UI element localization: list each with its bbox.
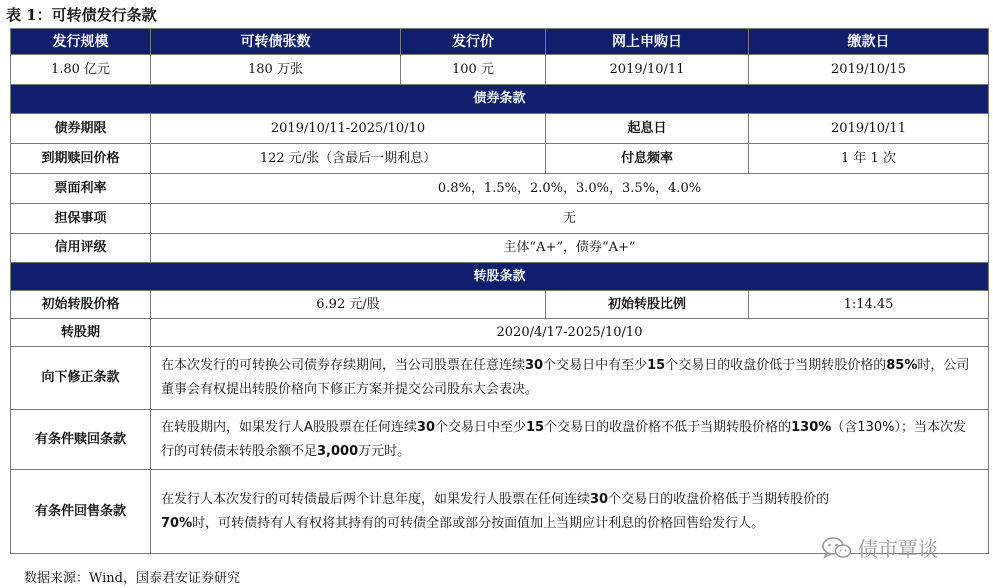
convert-period-value: 2020/4/17-2025/10/10 <box>151 319 989 347</box>
header-issue-price: 发行价 <box>401 29 546 55</box>
call-row <box>11 410 989 470</box>
header-row <box>11 29 989 55</box>
term-value: 2019/10/11-2025/10/10 <box>151 114 546 144</box>
header-issue-scale: 发行规模 <box>11 29 151 55</box>
convert-section-title: 转股条款 <box>11 263 989 291</box>
conditional-call-text: 在转股期内，如果发行人A股股票在任何连续30个交易日中至少15个交易日的收盘价格不低于当期转股价格的130%（含130%）；当本次发行的可转债未转股余额不足3,000万元时。 <box>151 410 989 470</box>
credit-rating-label: 信用评级 <box>11 234 151 263</box>
guarantee-label: 担保事项 <box>11 204 151 234</box>
payment-date-value: 2019/10/15 <box>749 55 989 85</box>
down-revision-row <box>11 347 989 410</box>
credit-rating-value: 主体“A+”，债券“A+” <box>151 234 989 263</box>
issue-row <box>11 55 989 85</box>
redeem-price-label: 到期赎回价格 <box>11 144 151 174</box>
header-payment-date: 缴款日 <box>749 29 989 55</box>
guarantee-value: 无 <box>151 204 989 234</box>
coupon-row <box>11 174 989 204</box>
redeem-price-value: 122 元/张（含最后一期利息） <box>151 144 546 174</box>
wechat-icon <box>822 536 852 560</box>
issue-price-value: 100 元 <box>401 55 546 85</box>
bond-section-title: 债券条款 <box>11 85 989 114</box>
bond-section-row <box>11 85 989 114</box>
init-convert-price-label: 初始转股价格 <box>11 291 151 319</box>
table-caption: 表 1：可转债发行条款 <box>6 6 157 24</box>
subscribe-date-value: 2019/10/11 <box>546 55 749 85</box>
bond-count-value: 180 万张 <box>151 55 401 85</box>
init-convert-ratio-label: 初始转股比例 <box>546 291 749 319</box>
term-row <box>11 114 989 144</box>
conditional-call-label: 有条件赎回条款 <box>11 410 151 470</box>
coupon-rate-label: 票面利率 <box>11 174 151 204</box>
start-date-label: 起息日 <box>546 114 749 144</box>
watermark-text: 债市覃谈 <box>858 537 938 561</box>
convert-period-row <box>11 319 989 347</box>
down-revision-label: 向下修正条款 <box>11 347 151 410</box>
redeem-row <box>11 144 989 174</box>
start-date-value: 2019/10/11 <box>749 114 989 144</box>
header-bond-count: 可转债张数 <box>151 29 401 55</box>
header-subscribe-date: 网上申购日 <box>546 29 749 55</box>
term-label: 债券期限 <box>11 114 151 144</box>
watermark <box>822 533 938 562</box>
rating-row <box>11 234 989 263</box>
coupon-rate-value: 0.8%，1.5%，2.0%，3.0%，3.5%，4.0% <box>151 174 989 204</box>
issue-scale-value: 1.80 亿元 <box>11 55 151 85</box>
interest-frequency-value: 1 年 1 次 <box>749 144 989 174</box>
down-revision-text: 在本次发行的可转换公司债券存续期间，当公司股票在任意连续30个交易日中有至少15个交易日的收盘价低于当期转股价格的85%时，公司董事会有权提出转股价格向下修正方案并提交公司股东大会表决。 <box>151 347 989 410</box>
init-convert-price-value: 6.92 元/股 <box>151 291 546 319</box>
interest-frequency-label: 付息频率 <box>546 144 749 174</box>
init-price-row <box>11 291 989 319</box>
bond-terms-table <box>10 28 989 554</box>
conditional-put-label: 有条件回售条款 <box>11 470 151 554</box>
conditional-put-text: 在发行人本次发行的可转债最后两个计息年度，如果发行人股票在任何连续30个交易日的收盘价格低于当期转股价的70%时，可转债持有人有权将其持有的可转债全部或部分按面值加上当期应计利息的价格回售给发行人。 <box>151 470 989 554</box>
convert-section-row <box>11 263 989 291</box>
data-source-note: 数据来源：Wind，国泰君安证券研究 <box>24 571 240 586</box>
guarantee-row <box>11 204 989 234</box>
convert-period-label: 转股期 <box>11 319 151 347</box>
init-convert-ratio-value: 1:14.45 <box>749 291 989 319</box>
